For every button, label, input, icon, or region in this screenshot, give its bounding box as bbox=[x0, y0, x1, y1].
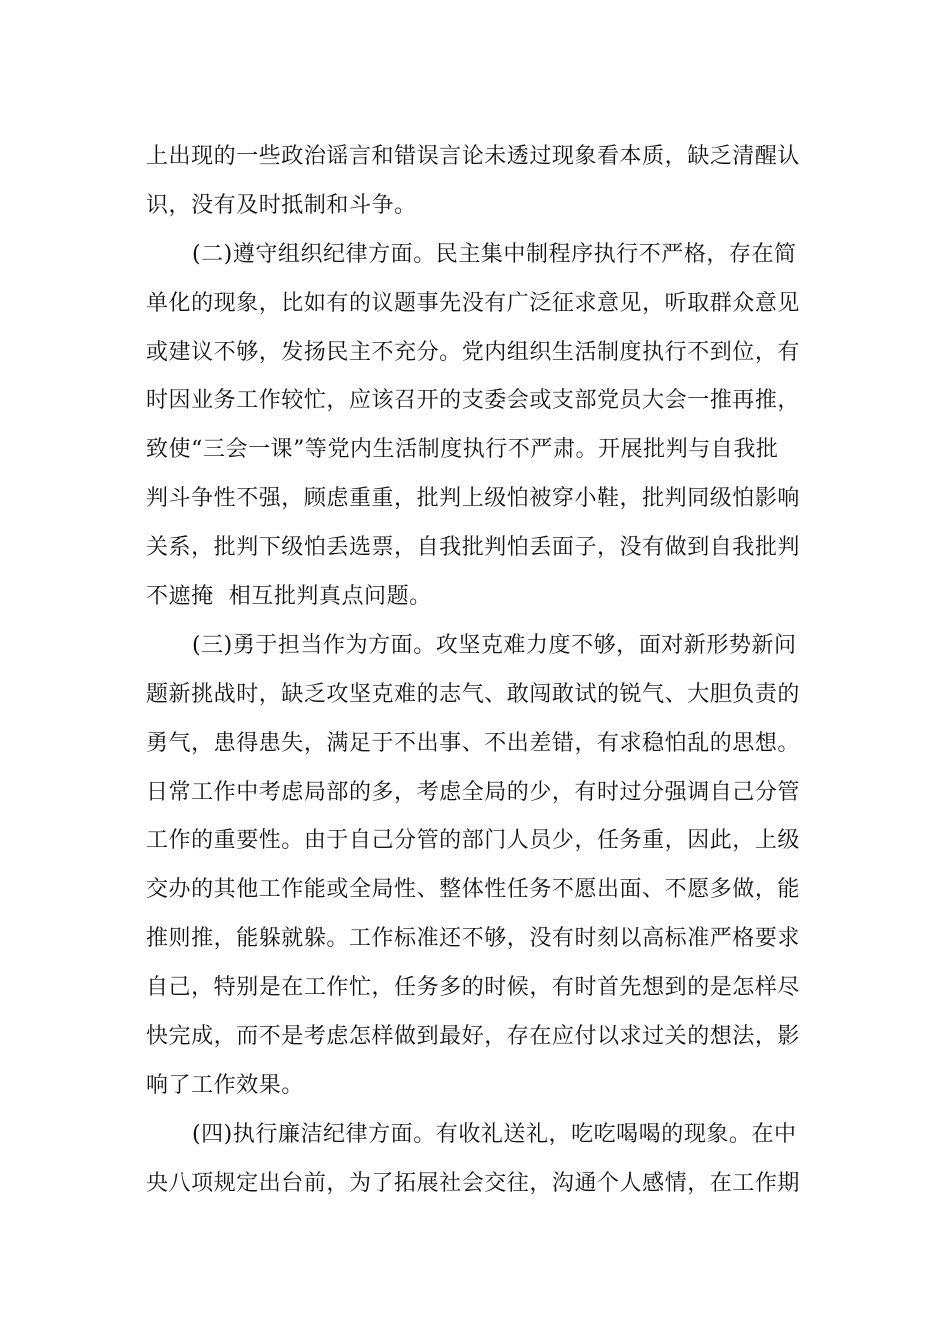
text-line: 央八项规定出台前，为了拓展社会交往，沟通个人感情，在工作期 bbox=[146, 1170, 800, 1196]
text-line: 或建议不够，发扬民主不充分。党内组织生活制度执行不到位，有 bbox=[146, 339, 800, 365]
text-line: (二)遵守组织纪律方面。民主集中制程序执行不严格，存在简 bbox=[192, 241, 797, 267]
text-line: 上出现的一些政治谣言和错误言论未透过现象看本质，缺乏清醒认 bbox=[146, 144, 800, 169]
text-line: 工作的重要性。由于自己分管的部门人员少，任务重，因此，上级 bbox=[146, 828, 800, 854]
text-line: 识，没有及时抵制和斗争。 bbox=[146, 192, 417, 218]
text-line: 判斗争性不强，顾虑重重，批判上级怕被穿小鞋，批判同级怕影响 bbox=[146, 486, 800, 512]
document-body bbox=[146, 133, 806, 1209]
text-line: 快完成，而不是考虑怎样做到最好，存在应付以求过关的想法，影 bbox=[146, 1024, 800, 1050]
paragraph bbox=[146, 231, 806, 622]
text-line: 推则推，能躲就躲。工作标准还不够，没有时刻以高标准严格要求 bbox=[146, 926, 800, 952]
text-line: 单化的现象，比如有的议题事先没有广泛征求意见，听取群众意见 bbox=[146, 290, 800, 316]
paragraph bbox=[146, 1111, 806, 1209]
text-line: (四)执行廉洁纪律方面。有收礼送礼，吃吃喝喝的现象。在中 bbox=[192, 1121, 797, 1147]
text-line: 勇气，患得患失，满足于不出事、不出差错，有求稳怕乱的思想。 bbox=[146, 730, 800, 756]
text-line: 不遮掩 相互批判真点问题。 bbox=[146, 584, 432, 610]
text-line: 关系，批判下级怕丢选票，自我批判怕丢面子，没有做到自我批判 bbox=[146, 535, 800, 561]
text-line: 时因业务工作较忙，应该召开的支委会或支部党员大会一推再推， bbox=[146, 388, 800, 414]
paragraph bbox=[146, 133, 806, 231]
paragraph bbox=[146, 622, 806, 1111]
text-line: 交办的其他工作能或全局性、整体性任务不愿出面、不愿多做，能 bbox=[146, 877, 800, 903]
text-line: 题新挑战时，缺乏攻坚克难的志气、敢闯敢试的锐气、大胆负责的 bbox=[146, 681, 800, 707]
text-line: 自己，特别是在工作忙，任务多的时候，有时首先想到的是怎样尽 bbox=[146, 975, 800, 1001]
text-line: 响了工作效果。 bbox=[146, 1072, 304, 1098]
text-line: 日常工作中考虑局部的多，考虑全局的少，有时过分强调自己分管 bbox=[146, 779, 800, 805]
text-line: 致使“三会一课”等党内生活制度执行不严肃。开展批判与自我批 bbox=[146, 437, 779, 463]
text-line: (三)勇于担当作为方面。攻坚克难力度不够，面对新形势新问 bbox=[192, 632, 797, 658]
